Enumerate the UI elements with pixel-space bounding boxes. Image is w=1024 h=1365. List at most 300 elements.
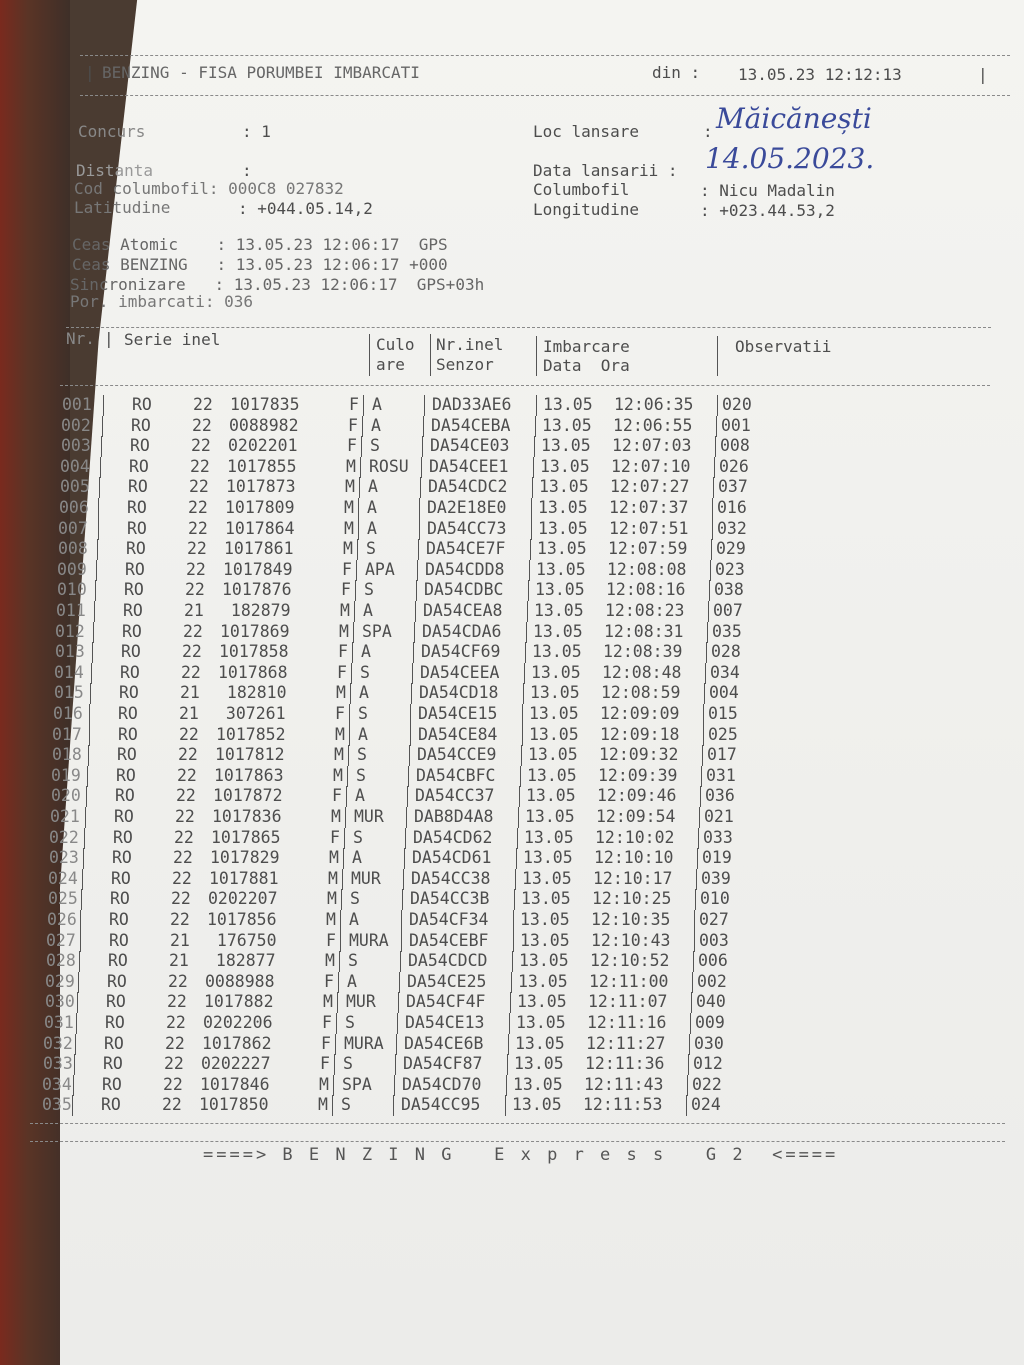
- row-divider-nr: [85, 807, 86, 828]
- header-observatii: Observatii: [735, 337, 832, 356]
- row-divider-color: [409, 745, 410, 766]
- row-sex: M: [345, 477, 355, 497]
- row-divider-color: [396, 1034, 397, 1055]
- row-color: S: [357, 745, 367, 765]
- row-divider-senzor: [522, 704, 523, 725]
- row-divider-nr: [98, 519, 99, 540]
- row-divider-color: [404, 848, 405, 869]
- row-time: 12:10:25: [592, 889, 672, 909]
- row-nr: 022: [49, 827, 79, 847]
- row-divider-time: [715, 436, 716, 457]
- row-observatii: 034: [710, 662, 740, 682]
- row-ring-number: 1017809: [225, 498, 295, 517]
- row-sex: M: [331, 807, 341, 826]
- row-divider-time: [708, 601, 709, 622]
- row-divider-color: [408, 766, 409, 787]
- columbofil-value: : Nicu Madalin: [700, 181, 835, 200]
- columbofil-label: Columbofil: [533, 180, 630, 199]
- row-divider-color: [407, 786, 408, 807]
- row-sensor: DA54CBFC: [416, 765, 496, 785]
- row-color: A: [349, 910, 359, 929]
- row-observatii: 016: [717, 498, 747, 517]
- row-divider-color: [393, 1095, 394, 1116]
- row-divider-color: [400, 951, 401, 972]
- row-country: RO: [124, 580, 144, 600]
- latitudine-value: : +044.05.14,2: [238, 199, 373, 218]
- row-ring-number: 1017862: [202, 1033, 272, 1053]
- row-year: 22: [188, 498, 208, 517]
- row-date: 13.05: [513, 1074, 563, 1094]
- row-divider-nr: [91, 663, 92, 684]
- row-time: 12:11:27: [586, 1033, 666, 1053]
- row-divider-sex: [338, 972, 339, 993]
- longitudine-label: Longitudine: [533, 200, 639, 219]
- row-year: 22: [165, 1033, 185, 1053]
- row-country: RO: [118, 704, 138, 723]
- row-color: S: [358, 704, 368, 723]
- row-date: 13.05: [540, 456, 590, 476]
- table-row: [0, 560, 1024, 580]
- row-sex: F: [341, 580, 351, 600]
- row-sensor: DA54CE13: [405, 1013, 485, 1032]
- row-year: 22: [179, 724, 199, 744]
- row-year: 22: [188, 518, 208, 538]
- row-divider-nr: [79, 951, 80, 972]
- row-color: S: [356, 765, 366, 785]
- row-color: A: [363, 601, 373, 620]
- row-nr: 020: [51, 786, 81, 806]
- row-divider-senzor: [505, 1095, 506, 1116]
- table-row: [0, 889, 1024, 909]
- row-divider-nr: [78, 972, 79, 993]
- row-divider-nr: [101, 436, 102, 457]
- row-time: 12:10:52: [590, 951, 670, 971]
- row-sex: M: [318, 1095, 328, 1115]
- row-year: 22: [163, 1074, 183, 1094]
- row-divider-senzor: [510, 992, 511, 1013]
- row-time: 12:07:10: [611, 456, 691, 476]
- row-sex: M: [329, 848, 339, 868]
- row-divider-sex: [359, 477, 360, 498]
- row-sex: M: [333, 765, 343, 785]
- row-sensor: DA54CD61: [412, 848, 492, 868]
- row-nr: 023: [49, 848, 79, 868]
- row-sex: M: [328, 868, 338, 888]
- row-color: S: [348, 951, 358, 971]
- row-ring-number: 1017856: [207, 910, 277, 929]
- row-country: RO: [112, 848, 132, 868]
- row-sex: M: [335, 724, 345, 744]
- row-divider-color: [394, 1075, 395, 1096]
- row-color: S: [345, 1013, 355, 1032]
- row-divider-senzor: [506, 1075, 507, 1096]
- row-divider-sex: [347, 766, 348, 787]
- header-bottom-rule: [80, 95, 1010, 96]
- row-divider-nr: [89, 725, 90, 746]
- row-year: 22: [185, 580, 205, 600]
- row-time: 12:10:35: [591, 910, 671, 929]
- row-time: 12:09:54: [596, 807, 676, 826]
- row-country: RO: [116, 765, 136, 785]
- row-date: 13.05: [539, 477, 589, 497]
- row-observatii: 039: [701, 868, 731, 888]
- table-row: [0, 869, 1024, 889]
- row-sex: M: [323, 992, 333, 1012]
- row-divider-time: [703, 704, 704, 725]
- row-observatii: 015: [708, 704, 738, 723]
- row-year: 22: [181, 662, 201, 682]
- row-date: 13.05: [518, 971, 568, 991]
- table-row: [0, 1054, 1024, 1074]
- row-divider-time: [686, 1095, 687, 1116]
- row-year: 22: [172, 868, 192, 888]
- row-sensor: DA54CC95: [401, 1095, 481, 1115]
- row-time: 12:10:43: [591, 930, 671, 950]
- row-country: RO: [120, 662, 140, 682]
- row-sex: F: [326, 930, 336, 950]
- row-nr: 009: [57, 559, 87, 579]
- row-year: 22: [186, 559, 206, 579]
- row-time: 12:10:17: [593, 868, 673, 888]
- row-time: 12:07:03: [612, 436, 692, 456]
- row-time: 12:09:46: [597, 786, 677, 806]
- row-date: 13.05: [542, 415, 592, 435]
- row-color: MURA: [349, 930, 389, 950]
- distanta-value: :: [242, 161, 252, 180]
- row-divider-time: [717, 395, 718, 416]
- row-divider-time: [694, 910, 695, 931]
- row-nr: 030: [45, 992, 75, 1012]
- row-date: 13.05: [531, 662, 581, 682]
- row-divider-color: [410, 725, 411, 746]
- row-country: RO: [108, 951, 128, 971]
- row-divider-color: [415, 601, 416, 622]
- row-observatii: 012: [693, 1054, 723, 1074]
- row-date: 13.05: [537, 539, 587, 559]
- footer-rule: [30, 1141, 1005, 1142]
- row-country: RO: [126, 539, 146, 559]
- row-country: RO: [127, 518, 147, 538]
- row-nr: 026: [47, 910, 77, 929]
- row-divider-senzor: [535, 416, 536, 437]
- header-nr-sep: |: [104, 329, 114, 348]
- row-nr: 028: [46, 951, 76, 971]
- row-sex: F: [335, 704, 345, 723]
- row-divider-nr: [97, 539, 98, 560]
- row-divider-color: [413, 642, 414, 663]
- row-divider-color: [398, 992, 399, 1013]
- row-divider-senzor: [532, 477, 533, 498]
- row-observatii: 001: [721, 415, 751, 435]
- row-divider-nr: [81, 889, 82, 910]
- row-sensor: DA54CE84: [418, 724, 498, 744]
- longitudine-value: : +023.44.53,2: [700, 201, 835, 220]
- row-ring-number: 1017861: [224, 539, 294, 559]
- table-row: [0, 477, 1024, 497]
- row-date: 13.05: [515, 1033, 565, 1053]
- row-country: RO: [110, 889, 130, 909]
- ceas-benzing: Ceas BENZING : 13.05.23 12:06:17 +000: [72, 255, 448, 274]
- row-year: 22: [173, 848, 193, 868]
- row-sex: M: [325, 951, 335, 971]
- row-time: 12:08:59: [601, 683, 681, 703]
- table-row: [0, 745, 1024, 765]
- row-divider-color: [410, 704, 411, 725]
- row-divider-senzor: [530, 539, 531, 560]
- row-divider-senzor: [531, 498, 532, 519]
- table-row: [0, 786, 1024, 806]
- row-color: S: [370, 436, 380, 456]
- table-row: [0, 395, 1024, 415]
- row-year: 22: [193, 395, 213, 414]
- loc-lansare-sep: :: [703, 122, 713, 141]
- row-divider-time: [690, 1013, 691, 1034]
- row-year: 22: [178, 745, 198, 765]
- row-ring-number: 1017846: [200, 1074, 270, 1094]
- row-date: 13.05: [520, 930, 570, 950]
- row-color: A: [367, 498, 377, 517]
- row-divider-sex: [332, 1095, 333, 1116]
- row-year: 21: [180, 683, 200, 703]
- row-divider-color: [417, 560, 418, 581]
- row-country: RO: [105, 1013, 125, 1032]
- row-observatii: 028: [711, 642, 741, 662]
- row-nr: 019: [51, 765, 81, 785]
- row-observatii: 008: [720, 436, 750, 456]
- header-divider-4: [717, 336, 718, 376]
- row-observatii: 040: [696, 992, 726, 1012]
- row-date: 13.05: [530, 683, 580, 703]
- row-sensor: DA54CDA6: [422, 621, 502, 641]
- row-nr: 010: [57, 580, 87, 600]
- row-divider-time: [711, 539, 712, 560]
- row-divider-time: [709, 580, 710, 601]
- row-divider-sex: [352, 642, 353, 663]
- row-divider-sex: [346, 786, 347, 807]
- row-ring-number: 307261: [216, 704, 286, 723]
- row-time: 12:09:39: [598, 765, 678, 785]
- row-observatii: 029: [716, 539, 746, 559]
- row-sensor: DA54CC37: [415, 786, 495, 806]
- row-year: 22: [168, 971, 188, 991]
- concurs-value: : 1: [242, 122, 271, 141]
- row-color: S: [341, 1095, 351, 1115]
- row-time: 12:06:35: [614, 395, 694, 414]
- row-divider-nr: [93, 622, 94, 643]
- row-divider-senzor: [523, 683, 524, 704]
- row-observatii: 030: [694, 1033, 724, 1053]
- row-nr: 031: [44, 1013, 74, 1032]
- row-divider-nr: [77, 992, 78, 1013]
- row-divider-senzor: [536, 395, 537, 416]
- row-date: 13.05: [520, 910, 570, 929]
- row-divider-sex: [334, 1054, 335, 1075]
- row-divider-senzor: [526, 622, 527, 643]
- row-divider-senzor: [519, 786, 520, 807]
- row-country: RO: [106, 992, 126, 1012]
- footer-brand: ====> B E N Z I N G E x p r e s s G 2 <====: [203, 1145, 839, 1165]
- row-time: 12:11:00: [589, 971, 669, 991]
- row-divider-sex: [358, 498, 359, 519]
- table-row: [0, 663, 1024, 683]
- row-year: 22: [170, 910, 190, 929]
- row-divider-color: [419, 498, 420, 519]
- row-divider-color: [406, 807, 407, 828]
- row-country: RO: [118, 724, 138, 744]
- table-row: [0, 416, 1024, 436]
- row-divider-time: [712, 498, 713, 519]
- row-color: ROSU: [369, 456, 409, 476]
- row-time: 12:11:16: [587, 1013, 667, 1032]
- row-divider-time: [716, 416, 717, 437]
- row-color: A: [352, 848, 362, 868]
- row-ring-number: 1017849: [223, 559, 293, 579]
- header-culoare-1: Culo: [376, 335, 415, 354]
- table-row: [0, 498, 1024, 518]
- row-divider-time: [693, 951, 694, 972]
- row-date: 13.05: [529, 704, 579, 723]
- row-divider-nr: [82, 869, 83, 890]
- row-nr: 013: [55, 642, 85, 662]
- row-country: RO: [123, 601, 143, 620]
- table-row: [0, 972, 1024, 992]
- row-divider-time: [692, 972, 693, 993]
- row-ring-number: 1017865: [211, 827, 281, 847]
- row-country: RO: [107, 971, 127, 991]
- row-date: 13.05: [526, 786, 576, 806]
- row-date: 13.05: [512, 1095, 562, 1115]
- row-divider-senzor: [522, 725, 523, 746]
- row-divider-color: [411, 683, 412, 704]
- row-year: 22: [164, 1054, 184, 1074]
- row-divider-sex: [350, 683, 351, 704]
- table-row: [0, 683, 1024, 703]
- row-observatii: 024: [691, 1095, 721, 1115]
- row-divider-color: [402, 889, 403, 910]
- row-color: A: [355, 786, 365, 806]
- row-divider-time: [696, 869, 697, 890]
- row-sex: M: [343, 539, 353, 559]
- row-country: RO: [127, 498, 147, 517]
- row-time: 12:11:53: [583, 1095, 663, 1115]
- row-ring-number: 1017836: [212, 807, 282, 826]
- row-divider-time: [714, 457, 715, 478]
- row-divider-time: [689, 1034, 690, 1055]
- row-divider-color: [419, 519, 420, 540]
- row-sex: F: [342, 559, 352, 579]
- table-row: [0, 848, 1024, 868]
- row-ring-number: 0088982: [229, 415, 299, 435]
- row-sensor: DA54CDD8: [425, 559, 505, 579]
- row-divider-senzor: [527, 601, 528, 622]
- row-divider-senzor: [512, 951, 513, 972]
- row-divider-nr: [80, 931, 81, 952]
- row-sensor: DAD33AE6: [432, 395, 512, 414]
- row-divider-sex: [361, 436, 362, 457]
- row-divider-sex: [335, 1034, 336, 1055]
- row-time: 12:10:02: [595, 827, 675, 847]
- row-divider-color: [395, 1054, 396, 1075]
- row-country: RO: [109, 930, 129, 950]
- row-divider-senzor: [534, 436, 535, 457]
- row-country: RO: [113, 827, 133, 847]
- row-ring-number: 1017873: [226, 477, 296, 497]
- row-divider-nr: [95, 580, 96, 601]
- header-nr: Nr.: [66, 329, 95, 348]
- loc-lansare-handwritten: Măicănești: [716, 102, 872, 135]
- row-country: RO: [128, 477, 148, 497]
- row-date: 13.05: [533, 621, 583, 641]
- row-divider-color: [401, 931, 402, 952]
- row-nr: 004: [60, 456, 90, 476]
- row-divider-time: [700, 786, 701, 807]
- row-divider-senzor: [517, 828, 518, 849]
- row-observatii: 020: [722, 395, 752, 414]
- row-time: 12:08:23: [605, 601, 685, 620]
- row-year: 22: [191, 436, 211, 456]
- row-observatii: 022: [692, 1074, 722, 1094]
- row-divider-color: [405, 828, 406, 849]
- row-nr: 032: [43, 1033, 73, 1053]
- latitudine-label: Latitudine: [74, 198, 171, 217]
- row-time: 12:08:08: [607, 559, 687, 579]
- table-row: [0, 828, 1024, 848]
- row-sensor: DA54CDCD: [408, 951, 488, 971]
- row-time: 12:07:51: [609, 518, 689, 538]
- row-observatii: 003: [699, 930, 729, 950]
- row-divider-time: [687, 1075, 688, 1096]
- row-ring-number: 0202201: [228, 436, 298, 456]
- row-divider-nr: [92, 642, 93, 663]
- row-sex: F: [324, 971, 334, 991]
- row-divider-sex: [349, 704, 350, 725]
- row-sex: M: [346, 456, 356, 476]
- row-observatii: 017: [707, 745, 737, 765]
- sincronizare: Sincronizare : 13.05.23 12:06:17 GPS+03h: [70, 275, 485, 294]
- row-nr: 001: [62, 395, 92, 414]
- row-sensor: DA54CC73: [427, 518, 507, 538]
- row-time: 12:08:48: [602, 662, 682, 682]
- row-country: RO: [125, 559, 145, 579]
- row-nr: 012: [55, 621, 85, 641]
- row-divider-color: [420, 477, 421, 498]
- row-divider-nr: [76, 1013, 77, 1034]
- row-time: 12:09:09: [600, 704, 680, 723]
- row-sensor: DA54CE03: [430, 436, 510, 456]
- table-row: [0, 807, 1024, 827]
- row-nr: 018: [52, 745, 82, 765]
- row-divider-senzor: [529, 560, 530, 581]
- row-time: 12:08:39: [603, 642, 683, 662]
- row-observatii: 035: [712, 621, 742, 641]
- row-sensor: DA54CEBF: [409, 930, 489, 950]
- row-sensor: DA54CF69: [421, 642, 501, 662]
- row-year: 22: [192, 415, 212, 435]
- row-sensor: DA54CEE1: [429, 456, 509, 476]
- row-color: S: [360, 662, 370, 682]
- table-row: [0, 436, 1024, 456]
- table-row: [0, 931, 1024, 951]
- row-ring-number: 1017858: [219, 642, 289, 662]
- header-divider-2: [430, 334, 431, 376]
- row-divider-sex: [342, 869, 343, 890]
- row-color: S: [364, 580, 374, 600]
- row-observatii: 006: [698, 951, 728, 971]
- row-date: 13.05: [534, 601, 584, 620]
- row-divider-senzor: [514, 889, 515, 910]
- row-sensor: DA54CE15: [418, 704, 498, 723]
- row-divider-nr: [90, 683, 91, 704]
